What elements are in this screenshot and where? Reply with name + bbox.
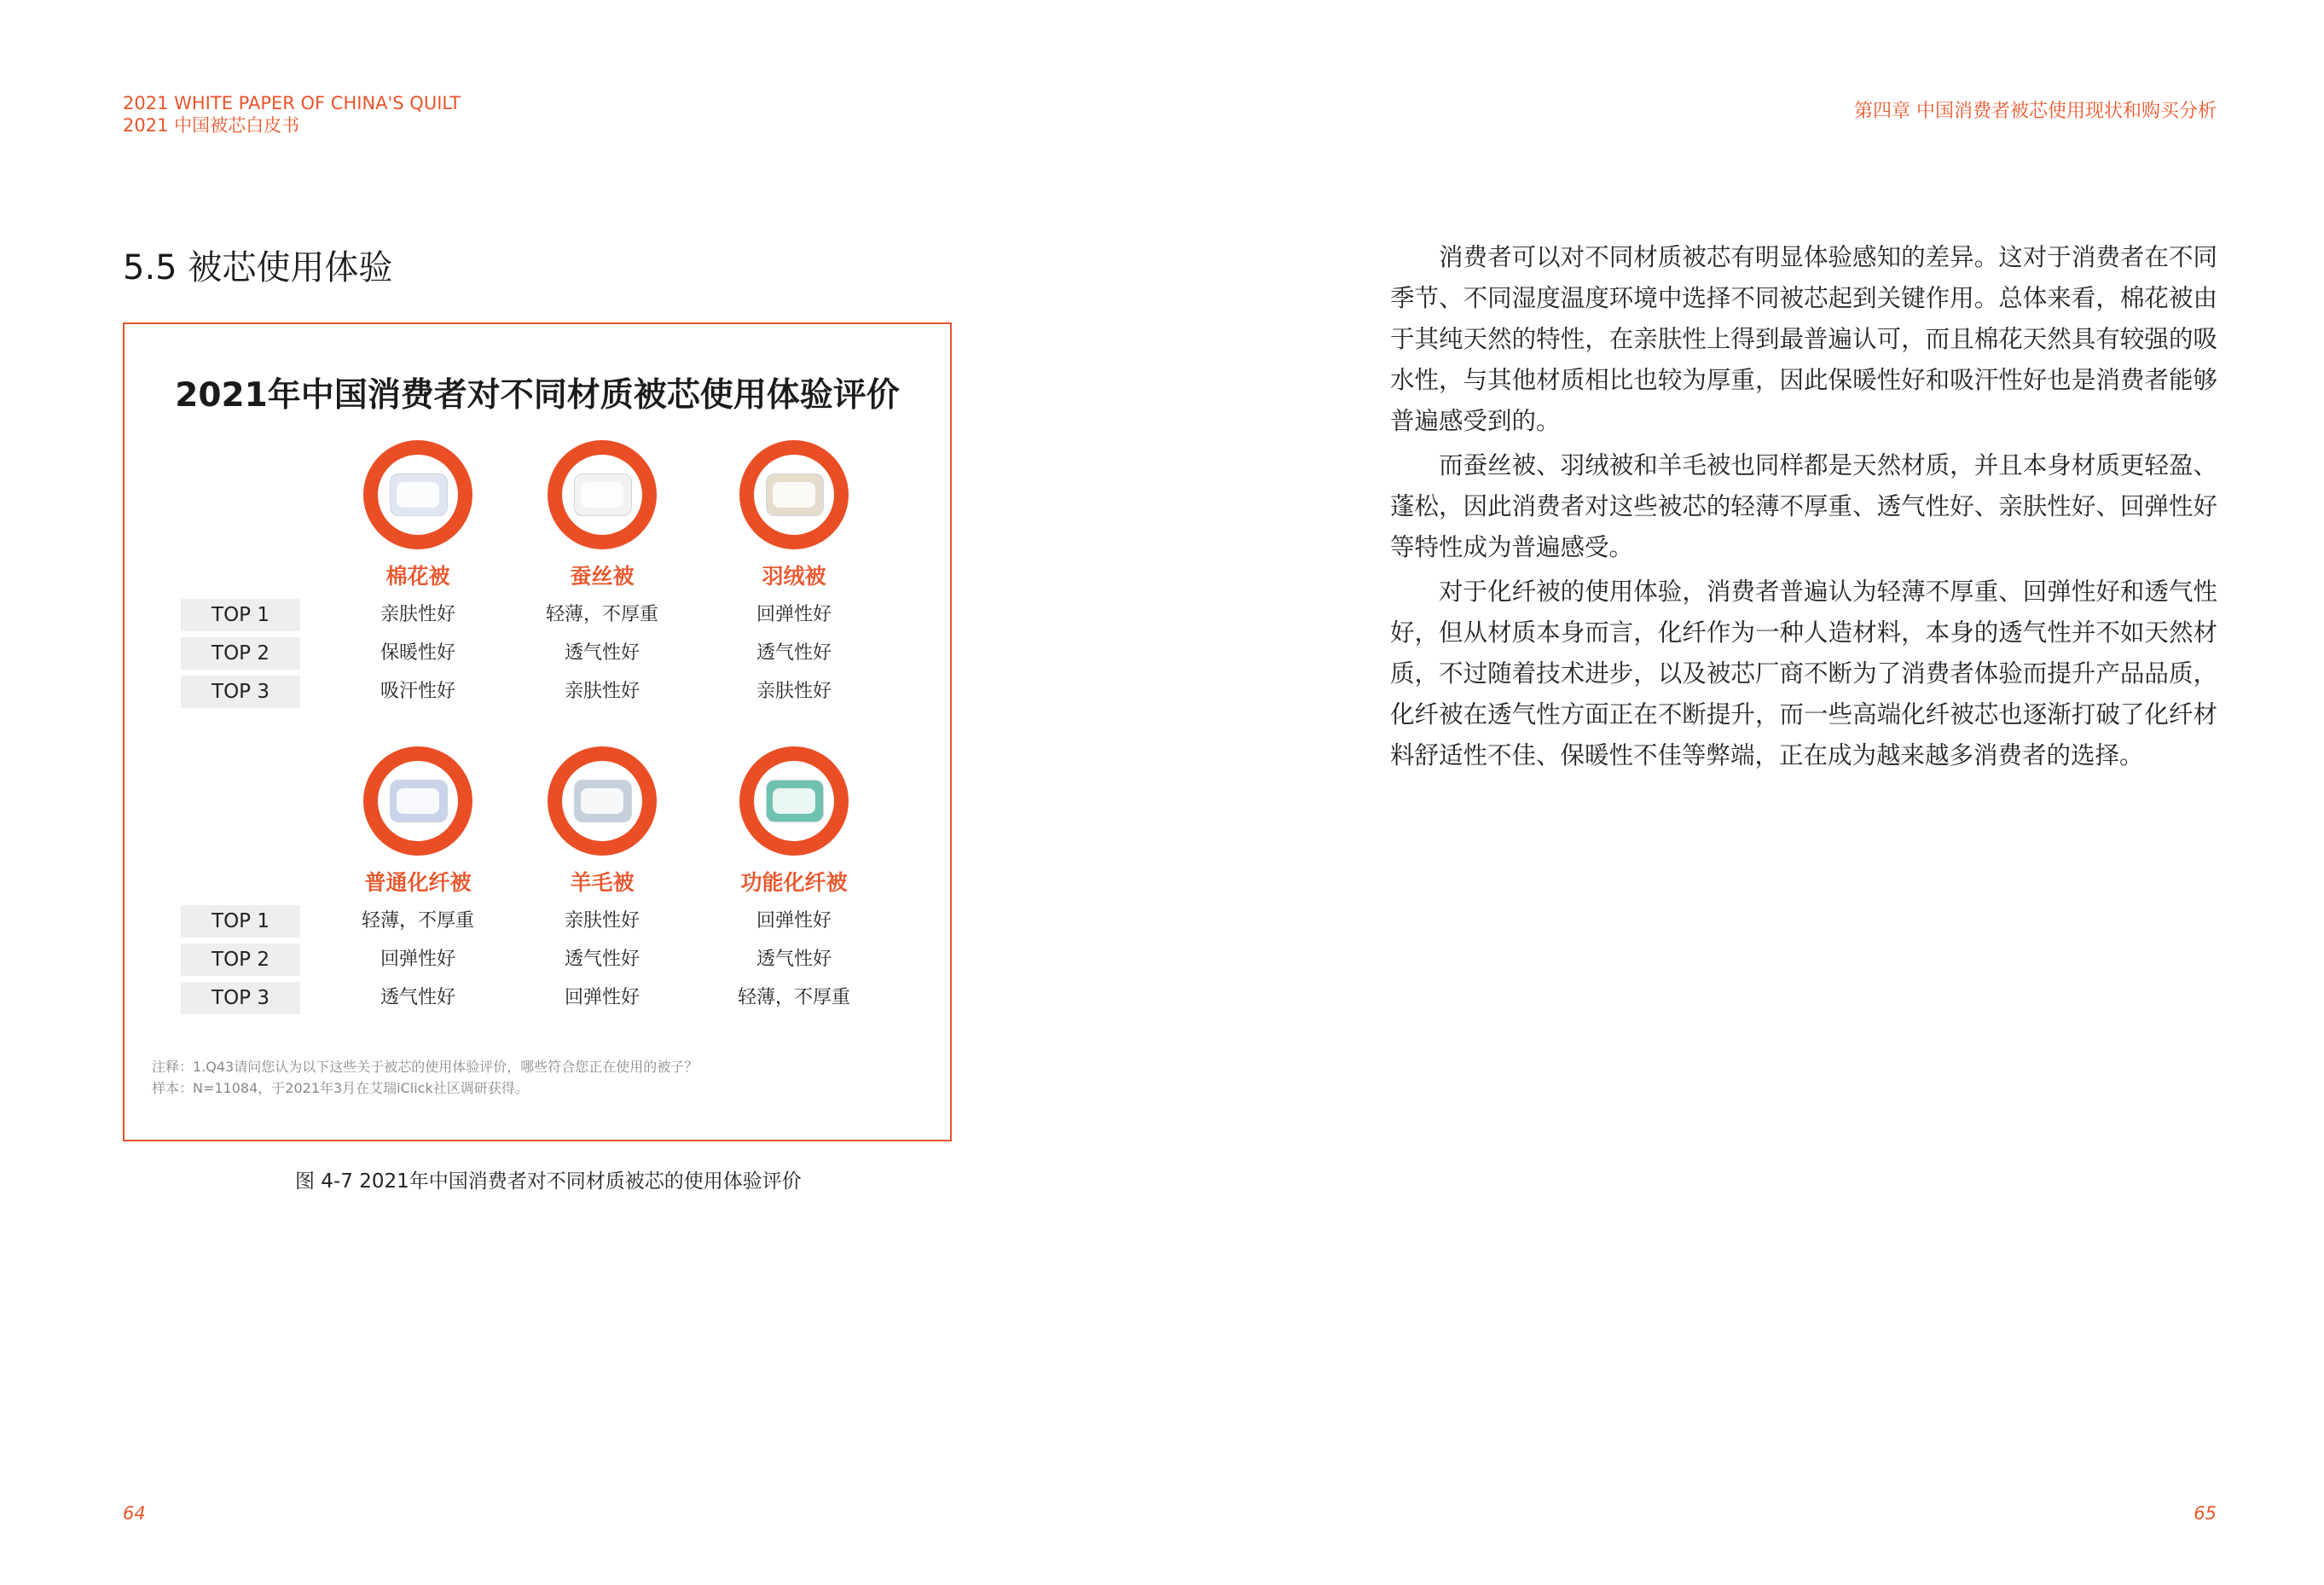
evaluation-cell: 轻薄，不厚重 xyxy=(545,604,658,625)
evaluation-cell: 亲肤性好 xyxy=(564,910,640,932)
evaluation-cell: 回弹性好 xyxy=(564,987,640,1008)
note-sample: 样本：N=11084，于2021年3月在艾瑞iClick社区调研获得。 xyxy=(152,1080,529,1096)
evaluation-cell: 吸汗性好 xyxy=(380,681,455,702)
figure-caption: 图 4-7 2021年中国消费者对不同材质被芯的使用体验评价 xyxy=(295,1170,802,1193)
evaluation-cell: 轻薄，不厚重 xyxy=(737,987,850,1008)
quilt-icon xyxy=(548,746,657,856)
body-paragraph: 而蚕丝被、羽绒被和羊毛被也同样都是天然材质，并且本身材质更轻盈、蓬松，因此消费者对这些被芯的轻薄不厚重、透气性好、亲肤性好、回弹性好等特性成为普遍感受。 xyxy=(1390,451,2217,561)
figure-title: 2021年中国消费者对不同材质被芯使用体验评价 xyxy=(175,376,900,415)
pillow-shape xyxy=(581,482,623,508)
quilt-image xyxy=(754,455,834,535)
rank-label: TOP 1 xyxy=(181,599,300,631)
rank-label: TOP 3 xyxy=(181,676,300,708)
evaluation-grid xyxy=(125,324,950,1140)
evaluation-cell: 亲肤性好 xyxy=(756,681,832,702)
material-name: 功能化纤被 xyxy=(740,870,848,895)
material-name: 普通化纤被 xyxy=(364,870,472,895)
rank-label: TOP 2 xyxy=(181,943,300,976)
body-paragraph: 对于化纤被的使用体验，消费者普遍认为轻薄不厚重、回弹性好和透气性好，但从材质本身而言，化纤作为一种人造材料，本身的透气性并不如天然材质，不过随着技术进步，以及被芯厂商不断为了消费者体验而提升产品品质，化纤被在透气性方面正在不断提升，而一些高端化纤被芯也逐渐打破了化纤材料舒适性不佳、保暖性不佳等弊端，正在成为越来越多消费者的选择。 xyxy=(1390,578,2217,769)
note-question: 注释：1.Q43请问您认为以下这些关于被芯的使用体验评价，哪些符合您正在使用的被子？ xyxy=(152,1059,698,1075)
page-number-left: 64 xyxy=(123,1503,146,1524)
pillow-shape xyxy=(397,482,439,508)
figure-box xyxy=(123,322,952,1141)
rank-label: TOP 3 xyxy=(181,982,300,1014)
evaluation-cell: 亲肤性好 xyxy=(380,604,455,625)
quilt-image xyxy=(562,455,642,535)
body-paragraph: 消费者可以对不同材质被芯有明显体验感知的差异。这对于消费者在不同季节、不同湿度温度环境中选择不同被芯起到关键作用。总体来看，棉花被由于其纯天然的特性，在亲肤性上得到最普遍认可，而且棉花天然具有较强的吸水性，与其他材质相比也较为厚重，因此保暖性好和吸汗性好也是消费者能够普遍感受到的。 xyxy=(1390,243,2217,435)
quilt-icon xyxy=(363,746,472,856)
quilt-icon xyxy=(739,746,849,856)
rank-label: TOP 1 xyxy=(181,905,300,938)
quilt-icon xyxy=(548,440,657,549)
quilt-image xyxy=(754,761,834,841)
body-text xyxy=(1390,237,2217,780)
evaluation-cell: 透气性好 xyxy=(756,949,832,970)
evaluation-cell: 透气性好 xyxy=(564,949,640,970)
quilt-image xyxy=(378,455,458,535)
evaluation-cell: 回弹性好 xyxy=(756,910,832,932)
section-title: 5.5 被芯使用体验 xyxy=(123,248,393,287)
material-name: 羊毛被 xyxy=(570,870,635,895)
header-title-en: 2021 WHITE PAPER OF CHINA'S QUILT xyxy=(123,93,461,113)
pillow-shape xyxy=(397,788,439,814)
evaluation-cell: 亲肤性好 xyxy=(564,681,640,702)
evaluation-cell: 回弹性好 xyxy=(756,604,832,625)
header-left xyxy=(123,92,461,136)
evaluation-cell: 透气性好 xyxy=(380,987,455,1008)
quilt-image xyxy=(378,761,458,841)
evaluation-cell: 轻薄，不厚重 xyxy=(361,910,474,932)
quilt-image xyxy=(562,761,642,841)
material-name: 蚕丝被 xyxy=(570,564,635,589)
evaluation-cell: 保暖性好 xyxy=(380,642,455,664)
evaluation-cell: 回弹性好 xyxy=(380,949,455,970)
pillow-shape xyxy=(581,788,623,814)
quilt-icon xyxy=(739,440,849,549)
material-name: 羽绒被 xyxy=(762,564,826,589)
quilt-icon xyxy=(363,440,472,549)
page-number-right: 65 xyxy=(2194,1503,2217,1524)
header-title-cn: 2021 中国被芯白皮书 xyxy=(123,115,300,136)
material-name: 棉花被 xyxy=(385,564,450,589)
figure-note xyxy=(152,1056,698,1099)
evaluation-cell: 透气性好 xyxy=(756,642,832,664)
rank-label: TOP 2 xyxy=(181,637,300,670)
pillow-shape xyxy=(773,482,815,508)
pillow-shape xyxy=(773,788,815,814)
chapter-header: 第四章 中国消费者被芯使用现状和购买分析 xyxy=(1854,101,2217,122)
evaluation-cell: 透气性好 xyxy=(564,642,640,664)
